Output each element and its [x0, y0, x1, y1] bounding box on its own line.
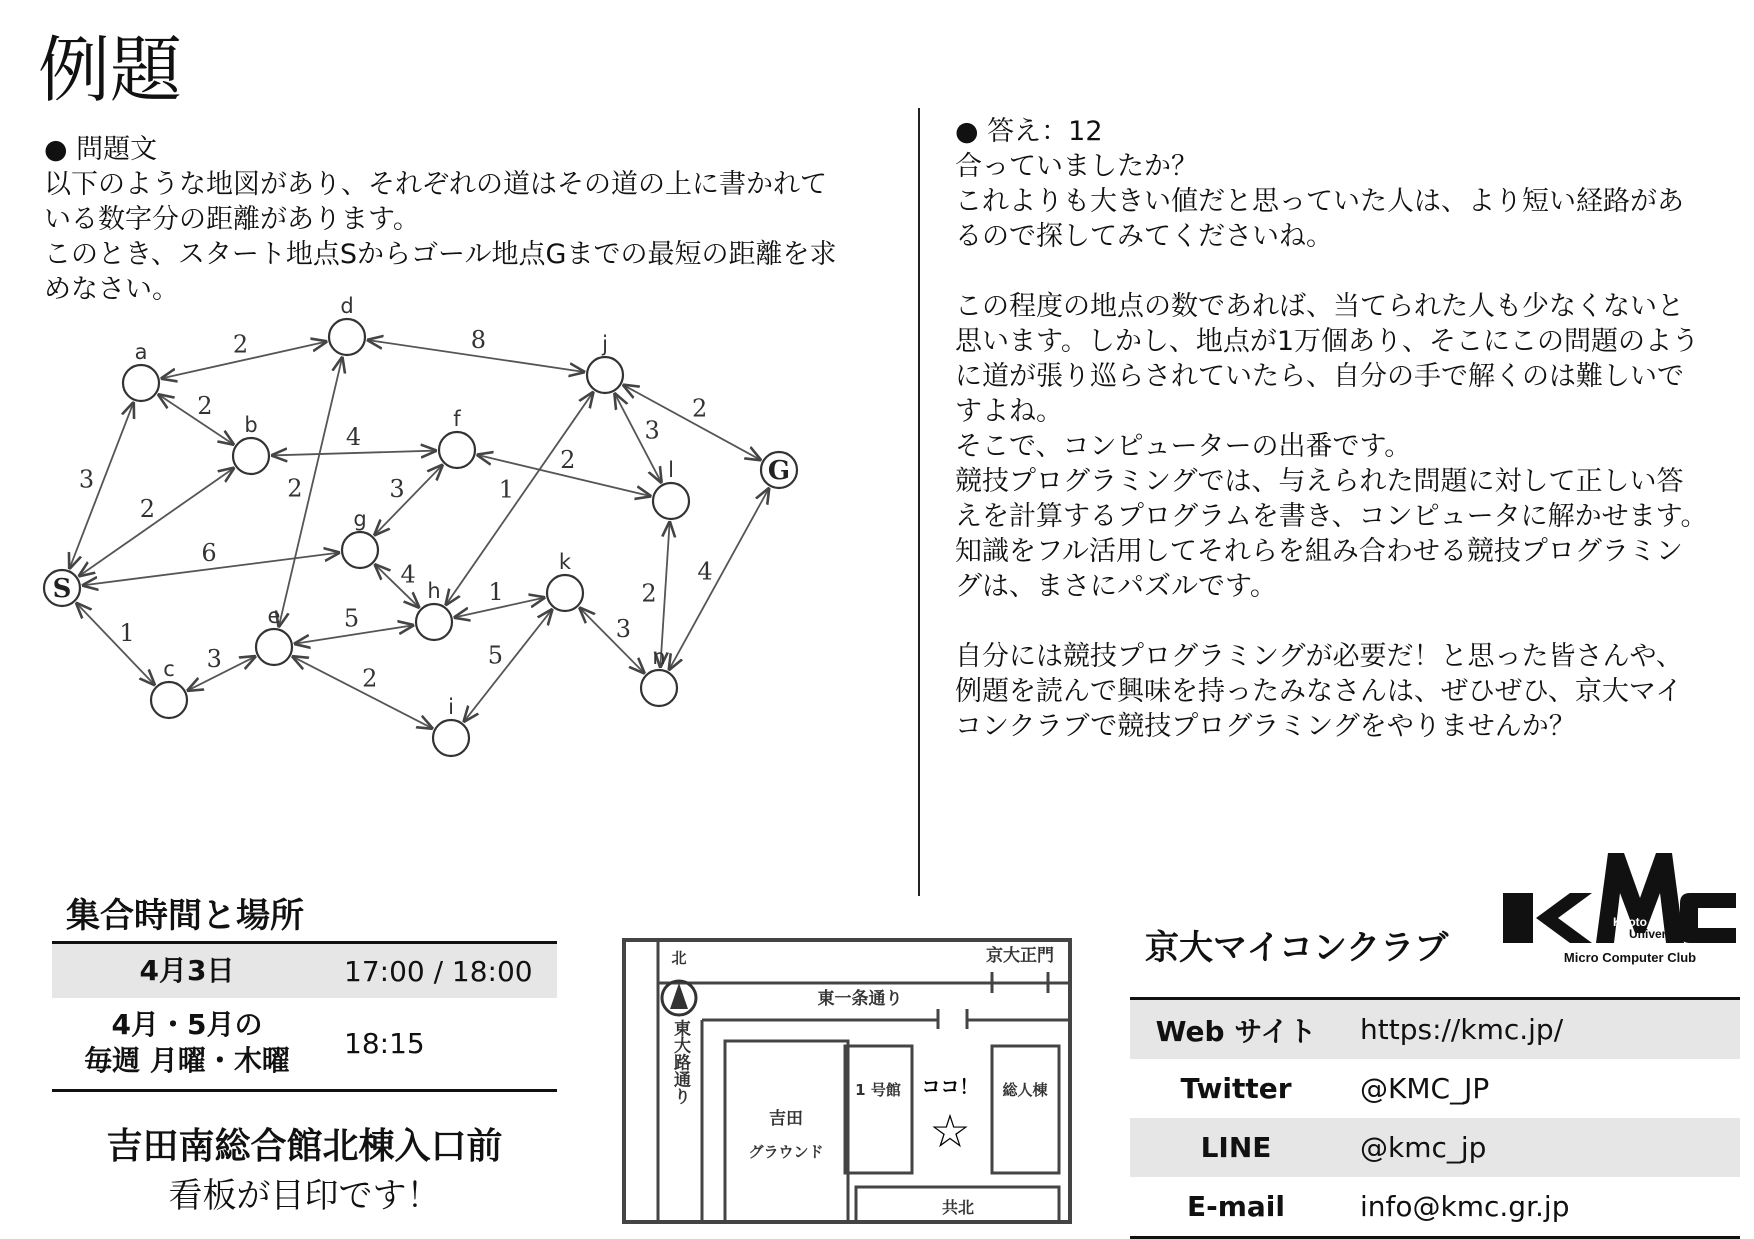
yoshida-ground [725, 1041, 848, 1222]
graph-nodes [44, 294, 797, 756]
node-label: g [353, 507, 367, 531]
graph-node [123, 365, 159, 401]
link-row [1130, 999, 1740, 1060]
edge-weight-label: 4 [400, 560, 416, 589]
node-label: d [340, 294, 354, 318]
link-key: Web サイト [1130, 999, 1342, 1060]
graph-edge [445, 391, 593, 605]
edge-weight-label: 2 [692, 394, 708, 423]
here-label: ココ！ [921, 1076, 979, 1098]
edge-weight-label: 1 [119, 618, 135, 647]
answer-text: 合っていましたか？ これよりも大きい値だと思っていた人は、より短い経路があ るので探してみてくださいね。 この程度の地点の数であれば、当てられた人も少なくないと 思います。しかし、地点が1万個あり、そこにこの問題のよう に道が張り巡らされていたら、自分の手で解くのは難しいで すよね。 そこで、コンピューターの出番です。 競技プログラミングでは、与えられた問題に対して正しい答 えを計算するプログラムを書き、コンピュータに解かせます。 知識をフル活用してそれらを組み合わせる競技プログラミン グは、まさにパズルです。 自分には競技プログラミングが必要だ！と思った皆さんや、 例題を読んで興味を持ったみなさんは、ぜひぜひ、京大マイ コンクラブで競技プログラミングをやりませんか？ [955, 151, 1708, 742]
edge-weight-label: 3 [78, 465, 95, 494]
edge-weight-label: 5 [487, 641, 504, 670]
meeting-heading: 集合時間と場所 [66, 896, 304, 936]
node-label: G [767, 456, 791, 486]
problem-section [44, 132, 864, 307]
ground-label: グラウンド [748, 1143, 824, 1161]
node-label: j [602, 332, 608, 356]
logo-k-arm [1536, 893, 1592, 943]
higashioji-label: 東大路通り [670, 1019, 690, 1105]
node-label: a [134, 340, 148, 364]
edge-weight-label: 4 [697, 557, 713, 586]
website-link[interactable]: https://kmc.jp/ [1342, 999, 1740, 1060]
yoshida-label: 吉田 [769, 1109, 803, 1129]
schedule-table [52, 941, 557, 1092]
line-link[interactable]: @kmc_jp [1342, 1118, 1740, 1177]
edge-weight-label: 5 [343, 604, 360, 633]
landmark-note: 看板が目印です！ [168, 1176, 441, 1216]
graph-edge [158, 394, 235, 445]
north-arrow-icon [670, 983, 688, 1009]
graph-edge [579, 607, 645, 674]
graph-edge [271, 451, 437, 456]
star-icon: ☆ [929, 1104, 971, 1158]
graph-node [433, 720, 469, 756]
graph-node [233, 438, 269, 474]
graph-edge [463, 609, 552, 723]
edge-weight-label: 2 [362, 664, 378, 693]
graph-node [151, 682, 187, 718]
graph-node [587, 357, 623, 393]
edge-weight-label: 2 [197, 392, 213, 421]
edge-weight-label: 3 [206, 645, 222, 674]
building1-label: 1 号館 [855, 1081, 901, 1099]
edge-weight-label: 2 [641, 579, 657, 608]
logo-text-kyoto: Kyoto [1613, 915, 1647, 929]
node-label: l [668, 458, 674, 482]
link-row [1130, 1118, 1740, 1177]
node-label: c [163, 657, 175, 681]
link-row [1130, 1059, 1740, 1118]
north-label: 北 [671, 949, 687, 967]
higashi-ichijo-label: 東一条通り [817, 989, 903, 1009]
link-key: Twitter [1180, 1072, 1292, 1105]
edge-weight-label: 3 [644, 416, 660, 445]
edge-weight-label: 3 [615, 615, 632, 644]
edge-weight-label: 2 [287, 474, 303, 503]
sojin-building [992, 1046, 1059, 1173]
logo-c [1680, 893, 1736, 943]
kmc-logo [1500, 848, 1740, 968]
node-label: n [652, 645, 666, 669]
edge-weight-label: 2 [232, 330, 249, 359]
graph-node [329, 319, 365, 355]
schedule-time: 17:00 / 18:00 [322, 943, 557, 999]
meeting-place: 吉田南総合館北棟入口前 [106, 1126, 503, 1167]
link-key: E-mail [1186, 1190, 1285, 1223]
column-divider [918, 108, 920, 896]
graph-node [641, 670, 677, 706]
schedule-day: 4月・5月の 毎週 月曜・木曜 [84, 1008, 290, 1078]
schedule-time: 18:15 [344, 1026, 425, 1060]
answer-section [955, 114, 1725, 744]
answer-heading: ● 答え：12 [955, 116, 1103, 147]
schedule-row [52, 943, 557, 999]
logo-text-mcc: Micro Computer Club [1563, 950, 1697, 965]
node-label: f [453, 407, 461, 431]
link-row [1130, 1177, 1740, 1238]
road-graph [40, 294, 900, 850]
edge-weight-label: 4 [345, 423, 362, 452]
sojin-label: 総人棟 [1002, 1081, 1048, 1099]
edge-weight-label: 1 [488, 577, 504, 606]
node-label: k [558, 550, 572, 574]
club-name: 京大マイコンクラブ [1145, 928, 1449, 968]
kyohoku-label: 共北 [941, 1198, 975, 1217]
graph-edge [76, 602, 155, 685]
problem-heading: ● 問題文 [44, 134, 158, 165]
logo-text-university: University [1628, 927, 1688, 941]
graph-node [256, 629, 292, 665]
edge-weight-label: 8 [470, 326, 486, 355]
node-label: b [244, 413, 258, 437]
logo-k-bar [1503, 893, 1533, 943]
edge-weight-label: 2 [560, 445, 576, 474]
graph-node [547, 575, 583, 611]
twitter-link[interactable]: @KMC_JP [1360, 1072, 1490, 1105]
node-label: S [52, 574, 72, 604]
graph-edge [374, 464, 443, 535]
edge-weight-label: 3 [389, 474, 405, 503]
schedule-day: 4月3日 [52, 943, 322, 999]
schedule-row [52, 998, 557, 1090]
building-1 [845, 1046, 912, 1173]
email-link[interactable]: info@kmc.gr.jp [1360, 1190, 1570, 1223]
node-label: h [427, 579, 441, 603]
page-title: 例題 [38, 28, 183, 112]
problem-text: 以下のような地図があり、それぞれの道はその道の上に書かれて いる数字分の距離があります。 このとき、スタート地点Sからゴール地点Gまでの最短の距離を求 めなさい。 [44, 169, 837, 305]
graph-node [439, 432, 475, 468]
main-gate-label: 京大正門 [986, 946, 1054, 966]
graph-node [342, 532, 378, 568]
node-label: i [448, 695, 454, 719]
edge-weight-label: 6 [201, 539, 217, 568]
campus-map [620, 937, 1075, 1227]
edge-weight-label: 2 [139, 494, 155, 523]
link-key: LINE [1130, 1118, 1342, 1177]
graph-node [416, 604, 452, 640]
links-table [1130, 997, 1740, 1239]
node-label: e [267, 604, 281, 628]
graph-node [653, 483, 689, 519]
edge-weight-label: 1 [498, 475, 514, 504]
